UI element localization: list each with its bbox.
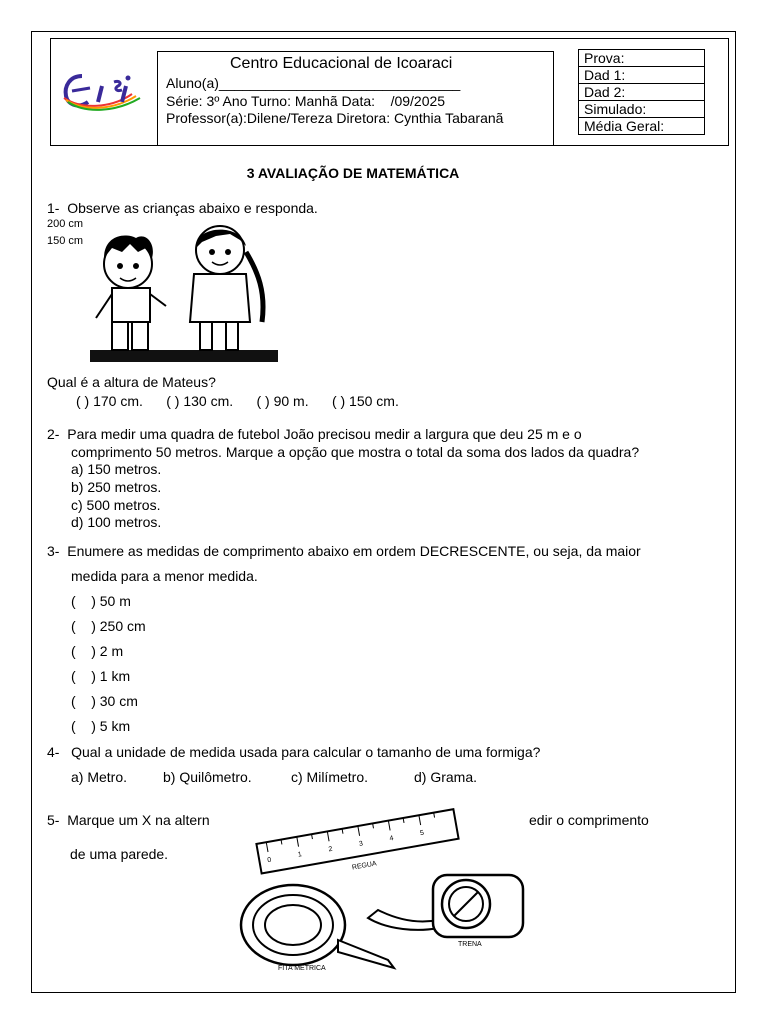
ruler-number-4: 4 bbox=[389, 835, 395, 843]
grade-table bbox=[578, 49, 705, 135]
ruler-number-2: 2 bbox=[327, 845, 334, 854]
grade-cell-dad1[interactable]: Dad 1: bbox=[579, 67, 705, 84]
q5-line1-right: edir o comprimento bbox=[529, 812, 649, 828]
q2-line1: 2- Para medir uma quadra de futebol João precisou medir a largura que deu 25 m e o bbox=[47, 426, 582, 442]
school-name: Centro Educacional de Icoaraci bbox=[230, 55, 453, 72]
q1-question: Qual é a altura de Mateus? bbox=[47, 374, 216, 390]
q3-line1: 3- Enumere as medidas de comprimento abaixo em ordem DECRESCENTE, ou seja, da maior bbox=[47, 543, 641, 559]
school-logo-icon bbox=[62, 64, 146, 114]
q3-option-5km[interactable]: ( ) 5 km bbox=[71, 718, 131, 734]
teacher-line: Professor(a):Dilene/Tereza Diretora: Cynthia Tabaranã bbox=[166, 110, 504, 126]
q4-option-d[interactable]: d) Grama. bbox=[414, 769, 478, 785]
q3-option-50m[interactable]: ( ) 50 m bbox=[71, 593, 131, 609]
q4-option-b[interactable]: b) Quilômetro. bbox=[163, 769, 252, 785]
q2-option-d[interactable]: d) 100 metros. bbox=[71, 514, 162, 530]
q5-line2: de uma parede. bbox=[70, 846, 169, 862]
q1-options[interactable]: ( ) 170 cm. ( ) 130 cm. ( ) 90 m. ( ) 150 cm. bbox=[76, 393, 399, 409]
ruler-label: REGUA bbox=[351, 860, 378, 872]
grade-cell-prova[interactable]: Prova: bbox=[579, 50, 705, 67]
ruler-number-1: 1 bbox=[297, 851, 303, 859]
student-field[interactable]: Aluno(a)_______________________________ bbox=[166, 75, 461, 91]
q1-text: 1- Observe as crianças abaixo e responda. bbox=[47, 200, 318, 216]
trena-label: TRENA bbox=[458, 941, 482, 948]
grade-cell-simulado[interactable]: Simulado: bbox=[579, 101, 705, 118]
q4-option-c[interactable]: c) Milímetro. bbox=[291, 769, 368, 785]
grade-cell-dad2[interactable]: Dad 2: bbox=[579, 84, 705, 101]
q3-option-2m[interactable]: ( ) 2 m bbox=[71, 643, 124, 659]
ruler-number-5: 5 bbox=[419, 829, 425, 838]
height-label-150: 150 cm bbox=[47, 235, 84, 247]
children-illustration-icon bbox=[90, 222, 278, 362]
grade-cell-media[interactable]: Média Geral: bbox=[579, 118, 705, 135]
q4-option-a[interactable]: a) Metro. bbox=[71, 769, 128, 785]
ruler-number-3: 3 bbox=[358, 840, 364, 849]
height-label-200: 200 cm bbox=[47, 218, 84, 230]
q2-option-c[interactable]: c) 500 metros. bbox=[71, 497, 161, 513]
page-title: 3 AVALIAÇÃO DE MATEMÁTICA bbox=[246, 165, 460, 181]
q4-text: 4- Qual a unidade de medida usada para calcular o tamanho de uma formiga? bbox=[47, 744, 541, 760]
q2-option-b[interactable]: b) 250 metros. bbox=[71, 479, 162, 495]
serie-line: Série: 3º Ano Turno: Manhã Data: /09/2025 bbox=[166, 93, 446, 109]
ruler-number-0: 0 bbox=[266, 856, 272, 865]
q2-line2: comprimento 50 metros. Marque a opção que mostra o total da soma dos lados da quadra? bbox=[71, 444, 640, 460]
q3-line2: medida para a menor medida. bbox=[71, 568, 258, 584]
q5-line1-left: 5- Marque um X na altern bbox=[47, 812, 210, 828]
fita-label: FITA MÉTRICA bbox=[278, 965, 326, 972]
q3-option-1km[interactable]: ( ) 1 km bbox=[71, 668, 131, 684]
q3-option-30cm[interactable]: ( ) 30 cm bbox=[71, 693, 138, 709]
q3-option-250cm[interactable]: ( ) 250 cm bbox=[71, 618, 146, 634]
measuring-tools-illustration-icon bbox=[238, 800, 528, 975]
q2-option-a[interactable]: a) 150 metros. bbox=[71, 461, 162, 477]
